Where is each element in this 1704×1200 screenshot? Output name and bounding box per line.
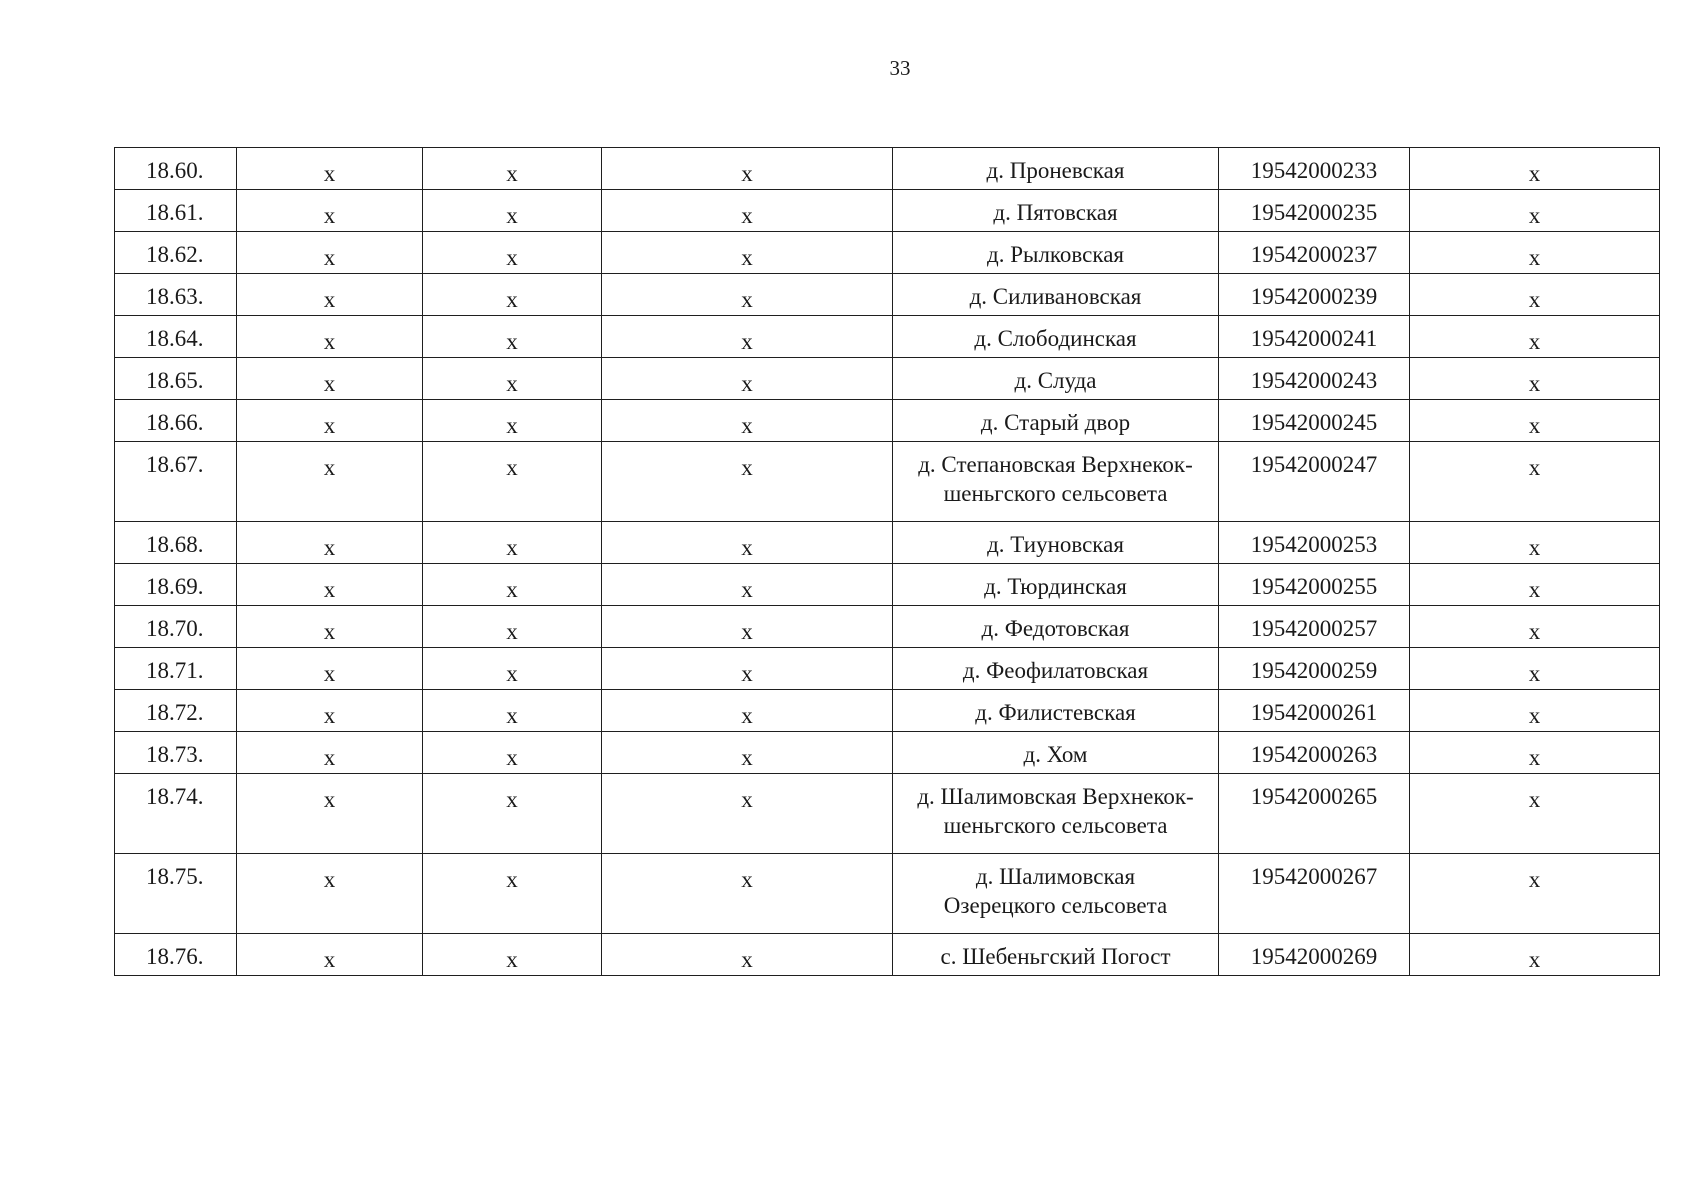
placeholder-cell bbox=[1410, 190, 1660, 232]
cell-text: 19542000245 bbox=[1250, 410, 1378, 435]
cell-text: x bbox=[741, 413, 753, 438]
settlement-name-cell bbox=[893, 316, 1219, 358]
table-row bbox=[115, 400, 1660, 442]
oktmo-code-cell bbox=[1219, 606, 1410, 648]
placeholder-cell bbox=[237, 522, 423, 564]
placeholder-cell bbox=[423, 442, 602, 522]
settlement-name: д. Степановская Верхнекок- bbox=[918, 452, 1193, 477]
row-number-cell bbox=[115, 400, 237, 442]
placeholder-cell bbox=[237, 316, 423, 358]
row-number-cell bbox=[115, 442, 237, 522]
placeholder-cell bbox=[423, 358, 602, 400]
cell-text: x bbox=[323, 535, 336, 560]
placeholder-cell bbox=[237, 274, 423, 316]
table-row bbox=[115, 854, 1660, 934]
oktmo-code-cell bbox=[1219, 190, 1410, 232]
cell-text: 18.67. bbox=[146, 452, 204, 477]
placeholder-cell bbox=[1410, 606, 1660, 648]
cell-text: x bbox=[506, 577, 518, 602]
cell-text: x bbox=[506, 161, 518, 186]
cell-text: 18.75. bbox=[146, 864, 204, 889]
table-row bbox=[115, 648, 1660, 690]
table-row bbox=[115, 732, 1660, 774]
cell-text: x bbox=[1528, 287, 1541, 312]
placeholder-cell bbox=[602, 522, 893, 564]
placeholder-cell bbox=[602, 232, 893, 274]
placeholder-cell bbox=[1410, 274, 1660, 316]
placeholder-cell bbox=[602, 606, 893, 648]
placeholder-cell bbox=[237, 690, 423, 732]
settlement-name-cell bbox=[893, 854, 1219, 934]
placeholder-cell bbox=[1410, 316, 1660, 358]
cell-text: 19542000267 bbox=[1250, 864, 1378, 889]
placeholder-cell bbox=[237, 232, 423, 274]
cell-text: x bbox=[323, 745, 336, 770]
cell-text: x bbox=[1528, 535, 1541, 560]
placeholder-cell bbox=[423, 606, 602, 648]
cell-text: x bbox=[506, 867, 518, 892]
settlement-name-cell bbox=[893, 522, 1219, 564]
placeholder-cell bbox=[1410, 442, 1660, 522]
placeholder-cell bbox=[1410, 648, 1660, 690]
settlement-name-cell bbox=[893, 274, 1219, 316]
oktmo-code-cell bbox=[1219, 522, 1410, 564]
placeholder-cell bbox=[423, 854, 602, 934]
cell-text: x bbox=[323, 329, 336, 354]
placeholder-cell bbox=[1410, 854, 1660, 934]
placeholder-cell bbox=[602, 774, 893, 854]
settlement-name: д. Старый двор bbox=[980, 410, 1131, 435]
oktmo-code-cell bbox=[1219, 442, 1410, 522]
cell-text: x bbox=[741, 703, 753, 728]
cell-text: x bbox=[741, 245, 753, 270]
cell-text: x bbox=[741, 619, 753, 644]
cell-text: x bbox=[323, 619, 336, 644]
cell-text: x bbox=[1528, 413, 1541, 438]
row-number-cell bbox=[115, 522, 237, 564]
placeholder-cell bbox=[237, 648, 423, 690]
cell-text: x bbox=[1528, 867, 1541, 892]
oktmo-code-cell bbox=[1219, 732, 1410, 774]
cell-text: x bbox=[1528, 161, 1541, 186]
placeholder-cell bbox=[423, 648, 602, 690]
placeholder-cell bbox=[423, 400, 602, 442]
settlement-name: д. Тиуновская bbox=[987, 532, 1124, 557]
cell-text: x bbox=[506, 287, 518, 312]
placeholder-cell bbox=[237, 854, 423, 934]
row-number-cell bbox=[115, 358, 237, 400]
placeholder-cell bbox=[237, 358, 423, 400]
cell-text: x bbox=[323, 577, 336, 602]
placeholder-cell bbox=[602, 854, 893, 934]
settlement-name: д. Силивановская bbox=[969, 284, 1142, 309]
oktmo-code-cell bbox=[1219, 648, 1410, 690]
cell-text: 18.64. bbox=[146, 326, 204, 351]
settlement-name: д. Шалимовская bbox=[975, 864, 1136, 889]
table-row bbox=[115, 774, 1660, 854]
settlement-name: д. Слуда bbox=[1014, 368, 1097, 393]
cell-text: x bbox=[741, 745, 753, 770]
row-number-cell bbox=[115, 732, 237, 774]
cell-text: 18.63. bbox=[146, 284, 204, 309]
cell-text: 18.69. bbox=[146, 574, 204, 599]
cell-text: 19542000235 bbox=[1250, 200, 1378, 225]
table-row bbox=[115, 274, 1660, 316]
placeholder-cell bbox=[237, 934, 423, 976]
placeholder-cell bbox=[1410, 232, 1660, 274]
cell-text: x bbox=[323, 245, 336, 270]
row-number-cell bbox=[115, 274, 237, 316]
cell-text: x bbox=[741, 161, 753, 186]
placeholder-cell bbox=[1410, 732, 1660, 774]
placeholder-cell bbox=[1410, 400, 1660, 442]
placeholder-cell bbox=[602, 732, 893, 774]
cell-text: x bbox=[741, 535, 753, 560]
cell-text: x bbox=[741, 787, 753, 812]
cell-text: x bbox=[1528, 455, 1541, 480]
cell-text: 19542000253 bbox=[1250, 532, 1378, 557]
placeholder-cell bbox=[602, 442, 893, 522]
cell-text: x bbox=[506, 703, 518, 728]
cell-text: 18.70. bbox=[146, 616, 204, 641]
settlement-name-cell bbox=[893, 564, 1219, 606]
cell-text: x bbox=[1528, 947, 1541, 972]
settlement-name-continuation: шеньгского сельсовета bbox=[943, 813, 1168, 838]
cell-text: x bbox=[1528, 577, 1541, 602]
placeholder-cell bbox=[423, 732, 602, 774]
settlement-name: с. Шебеньгский Погост bbox=[940, 944, 1171, 969]
cell-text: 19542000269 bbox=[1250, 944, 1378, 969]
placeholder-cell bbox=[423, 934, 602, 976]
cell-text: x bbox=[323, 413, 336, 438]
table-row bbox=[115, 316, 1660, 358]
cell-text: x bbox=[741, 661, 753, 686]
cell-text: x bbox=[506, 329, 518, 354]
placeholder-cell bbox=[237, 190, 423, 232]
row-number-cell bbox=[115, 606, 237, 648]
placeholder-cell bbox=[1410, 358, 1660, 400]
cell-text: x bbox=[506, 245, 518, 270]
placeholder-cell bbox=[423, 274, 602, 316]
placeholder-cell bbox=[602, 564, 893, 606]
cell-text: x bbox=[323, 703, 336, 728]
placeholder-cell bbox=[602, 690, 893, 732]
placeholder-cell bbox=[1410, 774, 1660, 854]
cell-text: x bbox=[741, 577, 753, 602]
cell-text: x bbox=[323, 867, 336, 892]
row-number-cell bbox=[115, 934, 237, 976]
placeholder-cell bbox=[423, 190, 602, 232]
oktmo-code-cell bbox=[1219, 358, 1410, 400]
placeholder-cell bbox=[1410, 564, 1660, 606]
oktmo-code-cell bbox=[1219, 690, 1410, 732]
cell-text: x bbox=[506, 619, 518, 644]
cell-text: 18.68. bbox=[146, 532, 204, 557]
settlement-name-cell bbox=[893, 774, 1219, 854]
cell-text: 19542000259 bbox=[1250, 658, 1378, 683]
placeholder-cell bbox=[1410, 934, 1660, 976]
cell-text: x bbox=[506, 455, 518, 480]
cell-text: 18.66. bbox=[146, 410, 204, 435]
cell-text: x bbox=[1528, 329, 1541, 354]
settlement-name-cell bbox=[893, 732, 1219, 774]
row-number-cell bbox=[115, 774, 237, 854]
cell-text: 18.76. bbox=[146, 944, 204, 969]
cell-text: x bbox=[1528, 745, 1541, 770]
row-number-cell bbox=[115, 190, 237, 232]
table-row bbox=[115, 232, 1660, 274]
cell-text: 18.65. bbox=[146, 368, 204, 393]
settlement-name-cell bbox=[893, 148, 1219, 190]
cell-text: x bbox=[506, 745, 518, 770]
cell-text: x bbox=[506, 203, 518, 228]
cell-text: x bbox=[323, 203, 336, 228]
settlement-name: д. Тюрдинская bbox=[984, 574, 1127, 599]
placeholder-cell bbox=[602, 358, 893, 400]
cell-text: x bbox=[1528, 661, 1541, 686]
cell-text: x bbox=[1528, 703, 1541, 728]
table-row bbox=[115, 148, 1660, 190]
cell-text: 19542000233 bbox=[1250, 158, 1378, 183]
oktmo-code-cell bbox=[1219, 564, 1410, 606]
cell-text: 19542000243 bbox=[1250, 368, 1378, 393]
placeholder-cell bbox=[1410, 522, 1660, 564]
placeholder-cell bbox=[602, 316, 893, 358]
settlement-name: д. Пятовская bbox=[993, 200, 1118, 225]
oktmo-code-cell bbox=[1219, 400, 1410, 442]
cell-text: x bbox=[741, 947, 753, 972]
settlement-name-cell bbox=[893, 232, 1219, 274]
placeholder-cell bbox=[423, 690, 602, 732]
cell-text: x bbox=[506, 535, 518, 560]
table-row bbox=[115, 934, 1660, 976]
row-number-cell bbox=[115, 232, 237, 274]
cell-text: x bbox=[741, 371, 753, 396]
cell-text: 19542000257 bbox=[1250, 616, 1378, 641]
table-row bbox=[115, 442, 1660, 522]
oktmo-code-cell bbox=[1219, 274, 1410, 316]
placeholder-cell bbox=[602, 148, 893, 190]
settlement-name-cell bbox=[893, 606, 1219, 648]
placeholder-cell bbox=[1410, 690, 1660, 732]
settlement-name: д. Феофилатовская bbox=[962, 658, 1149, 683]
cell-text: x bbox=[1528, 245, 1541, 270]
table-row bbox=[115, 522, 1660, 564]
cell-text: x bbox=[741, 287, 753, 312]
cell-text: x bbox=[741, 867, 753, 892]
row-number-cell bbox=[115, 148, 237, 190]
oktmo-code-cell bbox=[1219, 774, 1410, 854]
oktmo-code-cell bbox=[1219, 232, 1410, 274]
cell-text: 19542000261 bbox=[1250, 700, 1378, 725]
cell-text: 18.61. bbox=[146, 200, 204, 225]
cell-text: x bbox=[506, 947, 518, 972]
settlement-name: д. Федотовская bbox=[981, 616, 1130, 641]
cell-text: x bbox=[323, 947, 336, 972]
settlement-name: д. Проневская bbox=[986, 158, 1125, 183]
cell-text: 19542000255 bbox=[1250, 574, 1378, 599]
cell-text: x bbox=[741, 203, 753, 228]
row-number-cell bbox=[115, 316, 237, 358]
cell-text: x bbox=[506, 661, 518, 686]
placeholder-cell bbox=[602, 400, 893, 442]
cell-text: 19542000247 bbox=[1250, 452, 1378, 477]
cell-text: 18.72. bbox=[146, 700, 204, 725]
settlement-name: д. Шалимовская Верхнекок- bbox=[917, 784, 1194, 809]
settlement-name-cell bbox=[893, 358, 1219, 400]
row-number-cell bbox=[115, 690, 237, 732]
settlement-name-cell bbox=[893, 190, 1219, 232]
settlement-name-cell bbox=[893, 442, 1219, 522]
cell-text: x bbox=[1528, 203, 1541, 228]
settlement-name-cell bbox=[893, 400, 1219, 442]
cell-text: 19542000239 bbox=[1250, 284, 1378, 309]
placeholder-cell bbox=[602, 190, 893, 232]
cell-text: 18.73. bbox=[146, 742, 204, 767]
placeholder-cell bbox=[237, 400, 423, 442]
table-row bbox=[115, 690, 1660, 732]
oktmo-code-cell bbox=[1219, 316, 1410, 358]
table-row bbox=[115, 564, 1660, 606]
settlement-name-continuation: Озерецкого сельсовета bbox=[943, 893, 1168, 918]
cell-text: x bbox=[1528, 371, 1541, 396]
placeholder-cell bbox=[237, 564, 423, 606]
cell-text: x bbox=[323, 371, 336, 396]
settlement-name: д. Хом bbox=[1023, 742, 1088, 767]
cell-text: 18.74. bbox=[146, 784, 204, 809]
settlement-name: д. Рылковская bbox=[987, 242, 1124, 267]
placeholder-cell bbox=[423, 522, 602, 564]
settlement-name: д. Филистевская bbox=[975, 700, 1136, 725]
cell-text: 18.60. bbox=[146, 158, 204, 183]
placeholder-cell bbox=[237, 442, 423, 522]
placeholder-cell bbox=[237, 732, 423, 774]
placeholder-cell bbox=[423, 316, 602, 358]
cell-text: x bbox=[323, 287, 336, 312]
table-row bbox=[115, 606, 1660, 648]
row-number-cell bbox=[115, 648, 237, 690]
placeholder-cell bbox=[237, 774, 423, 854]
placeholder-cell bbox=[423, 148, 602, 190]
settlements-table bbox=[114, 147, 1660, 976]
page-number: 33 bbox=[889, 56, 911, 80]
settlement-name-continuation: шеньгского сельсовета bbox=[943, 481, 1168, 506]
cell-text: x bbox=[506, 413, 518, 438]
cell-text: x bbox=[1528, 787, 1541, 812]
placeholder-cell bbox=[602, 648, 893, 690]
cell-text: x bbox=[741, 329, 753, 354]
cell-text: 18.71. bbox=[146, 658, 204, 683]
placeholder-cell bbox=[602, 274, 893, 316]
placeholder-cell bbox=[602, 934, 893, 976]
settlement-name-cell bbox=[893, 648, 1219, 690]
cell-text: x bbox=[323, 787, 336, 812]
placeholder-cell bbox=[423, 232, 602, 274]
placeholder-cell bbox=[237, 148, 423, 190]
cell-text: x bbox=[741, 455, 753, 480]
cell-text: 19542000237 bbox=[1250, 242, 1378, 267]
cell-text: x bbox=[323, 455, 336, 480]
oktmo-code-cell bbox=[1219, 934, 1410, 976]
cell-text: x bbox=[323, 661, 336, 686]
row-number-cell bbox=[115, 564, 237, 606]
settlement-name-cell bbox=[893, 690, 1219, 732]
cell-text: x bbox=[1528, 619, 1541, 644]
oktmo-code-cell bbox=[1219, 148, 1410, 190]
oktmo-code-cell bbox=[1219, 854, 1410, 934]
row-number-cell bbox=[115, 854, 237, 934]
cell-text: x bbox=[506, 371, 518, 396]
table-row bbox=[115, 358, 1660, 400]
placeholder-cell bbox=[423, 564, 602, 606]
settlement-name: д. Слободинская bbox=[974, 326, 1137, 351]
settlement-name-cell bbox=[893, 934, 1219, 976]
cell-text: 19542000241 bbox=[1250, 326, 1378, 351]
placeholder-cell bbox=[423, 774, 602, 854]
cell-text: x bbox=[323, 161, 336, 186]
cell-text: 19542000263 bbox=[1250, 742, 1378, 767]
cell-text: 19542000265 bbox=[1250, 784, 1378, 809]
placeholder-cell bbox=[1410, 148, 1660, 190]
table-row bbox=[115, 190, 1660, 232]
cell-text: 18.62. bbox=[146, 242, 204, 267]
placeholder-cell bbox=[237, 606, 423, 648]
cell-text: x bbox=[506, 787, 518, 812]
